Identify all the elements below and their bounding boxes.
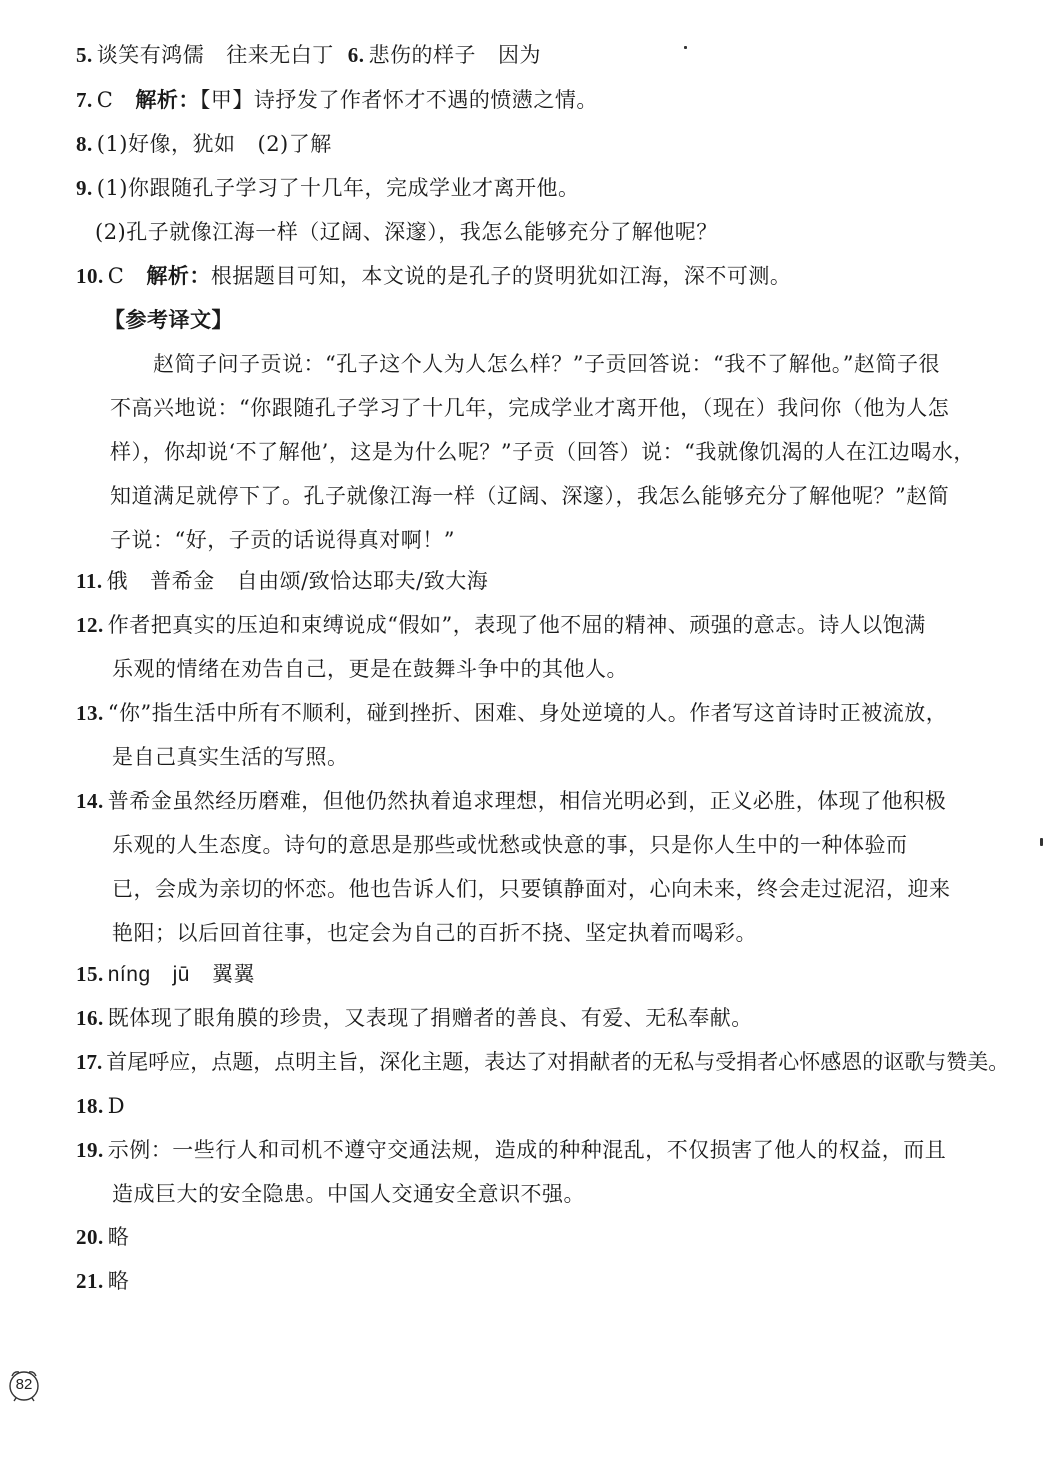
answer-text: 谈笑有鸿儒 — [96, 43, 205, 67]
analysis-label: 解析： — [135, 87, 200, 112]
pinyin-text: níng — [107, 963, 151, 986]
answer-text: 略 — [107, 1269, 130, 1293]
answer-text: 首尾呼应，点题，点明主旨，深化主题，表达了对捐献者的无私与受捐者心怀感恩的讴歌与赞美。 — [106, 1050, 1010, 1074]
answer-17 — [76, 1047, 1009, 1077]
question-number: 12. — [76, 613, 104, 637]
answer-12 — [76, 610, 926, 640]
answer-21 — [76, 1266, 129, 1296]
answer-8 — [76, 129, 332, 159]
answer-10 — [76, 261, 791, 291]
answer-text: (2)了解 — [257, 132, 332, 156]
answer-text: “你”指生活中所有不顺利，碰到挫折、困难、身处逆境的人。作者写这首诗时正被流放， — [107, 701, 948, 725]
answer-15 — [76, 959, 255, 990]
answer-text: 自由颂/致恰达耶夫/致大海 — [236, 569, 489, 593]
answer-text: 普希金虽然经历磨难，但他仍然执着追求理想，相信光明必到，正义必胜，体现了他积极 — [107, 789, 947, 813]
question-number: 5. — [76, 43, 93, 67]
answer-choice: D — [107, 1094, 126, 1118]
question-number: 7. — [76, 88, 93, 112]
answer-text: 略 — [107, 1225, 130, 1249]
scan-speck — [684, 46, 687, 49]
question-number: 9. — [76, 176, 93, 200]
question-number: 13. — [76, 701, 104, 725]
analysis-text: 根据题目可知，本文说的是孔子的贤明犹如江海，深不可测。 — [210, 264, 792, 288]
question-number: 11. — [76, 569, 103, 593]
question-number: 8. — [76, 132, 93, 156]
translation-line: 赵简子问子贡说：“孔子这个人为人怎么样？”子贡回答说：“我不了解他。”赵简子很 — [153, 352, 940, 376]
translation-line: 不高兴地说：“你跟随孔子学习了十几年，完成学业才离开他，（现在）我问你（他为人怎 — [110, 396, 950, 420]
answer-text: 示例：一些行人和司机不遵守交通法规，造成的种种混乱，不仅损害了他人的权益，而且 — [107, 1138, 947, 1162]
question-number: 18. — [76, 1094, 104, 1118]
answer-choice: C — [107, 264, 125, 288]
answer-14 — [76, 786, 946, 816]
answer-14-line3: 已，会成为亲切的怀恋。他也告诉人们，只要镇静面对，心向未来，终会走过泥沼，迎来 — [112, 877, 951, 901]
answer-text: 因为 — [498, 43, 541, 67]
answer-14-line4: 艳阳；以后回首往事，也定会为自己的百折不挠、坚定执着而喝彩。 — [112, 921, 757, 945]
answer-text: 翼翼 — [211, 962, 255, 986]
answer-7 — [76, 85, 598, 115]
answer-13 — [76, 698, 947, 728]
answer-16 — [76, 1003, 753, 1033]
answer-9-line2 — [95, 217, 718, 247]
analysis-text: 【甲】诗抒发了作者怀才不遇的愤懑之情。 — [199, 88, 598, 112]
answer-text: 俄 — [106, 569, 129, 593]
question-number: 21. — [76, 1269, 104, 1293]
translation-line: 知道满足就停下了。孔子就像江海一样（辽阔、深邃），我怎么能够充分了解他呢？”赵简 — [110, 484, 950, 508]
question-number: 14. — [76, 789, 104, 813]
answer-text: 作者把真实的压迫和束缚说成“假如”，表现了他不屈的精神、顽强的意志。诗人以饱满 — [107, 613, 926, 637]
pinyin-text: jū — [172, 963, 190, 986]
translation-heading: 【参考译文】 — [104, 307, 233, 332]
answer-text: 既体现了眼角膜的珍贵，又表现了捐赠者的善良、有爱、无私奉献。 — [107, 1006, 753, 1030]
answer-18 — [76, 1091, 125, 1121]
answer-choice: C — [96, 88, 114, 112]
question-number: 10. — [76, 264, 104, 288]
answer-text: (1)好像，犹如 — [96, 132, 236, 156]
answer-19 — [76, 1135, 946, 1165]
answer-19-line2: 造成巨大的安全隐患。中国人交通安全意识不强。 — [112, 1182, 585, 1206]
answer-text: 普希金 — [150, 569, 215, 593]
answer-12-line2: 乐观的情绪在劝告自己，更是在鼓舞斗争中的其他人。 — [112, 657, 628, 681]
translation-line: 样），你却说‘不了解他’，这是为什么呢？”子贡（回答）说：“我就像饥渴的人在江边喝水， — [110, 440, 975, 464]
answer-13-line2: 是自己真实生活的写照。 — [112, 745, 349, 769]
answer-9 — [76, 173, 580, 203]
question-number: 17. — [76, 1050, 103, 1074]
page-number: 82 — [15, 1376, 33, 1393]
answer-text: 往来无白丁 — [226, 43, 334, 67]
translation-line: 子说：“好，子贡的话说得真对啊！” — [110, 528, 455, 552]
question-number: 16. — [76, 1006, 104, 1030]
scan-speck — [1040, 838, 1043, 846]
answer-text: (1)你跟随孔子学习了十几年，完成学业才离开他。 — [96, 176, 580, 200]
answer-20 — [76, 1222, 129, 1252]
answer-text: 悲伤的样子 — [368, 43, 476, 67]
question-number: 6. — [347, 43, 365, 67]
answer-14-line2: 乐观的人生态度。诗句的意思是那些或忧愁或快意的事，只是你人生中的一种体验而 — [112, 833, 908, 857]
answer-text: (2)孔子就像江海一样（辽阔、深邃），我怎么能够充分了解他呢？ — [95, 220, 718, 244]
analysis-label: 解析： — [146, 263, 211, 288]
answer-11 — [76, 566, 488, 596]
question-number: 19. — [76, 1138, 104, 1162]
question-number: 20. — [76, 1225, 104, 1249]
question-number: 15. — [76, 962, 104, 986]
answer-5-6 — [76, 40, 541, 70]
